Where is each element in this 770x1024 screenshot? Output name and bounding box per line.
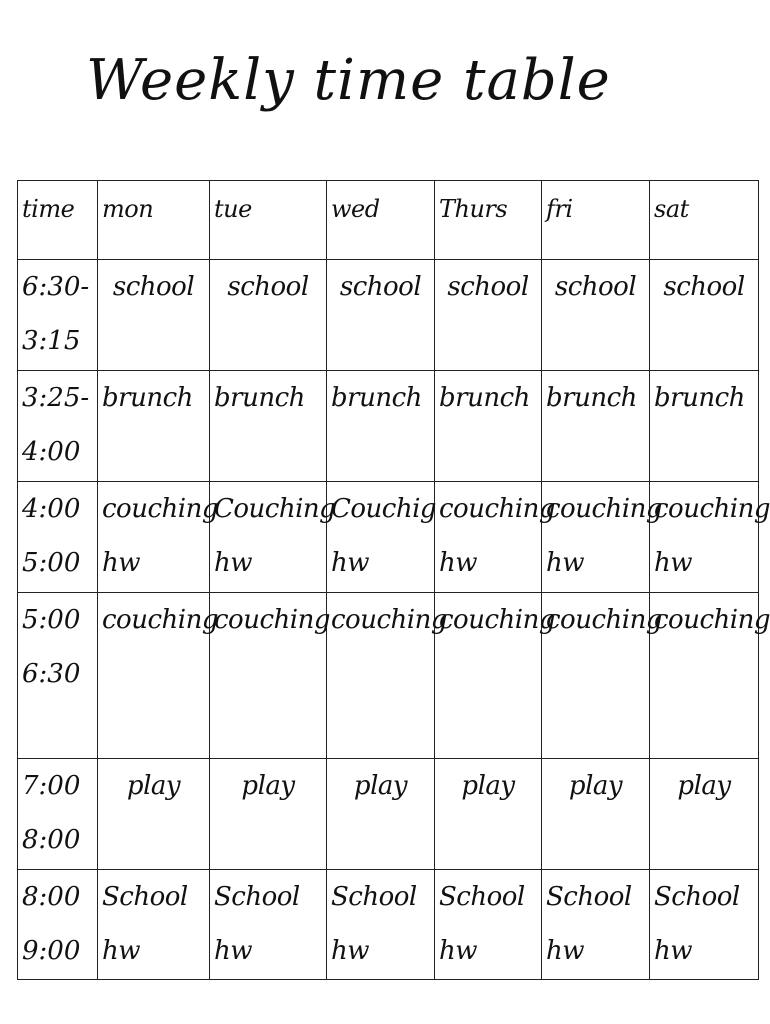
schedule-cell-wed: School hw bbox=[327, 870, 435, 980]
schedule-cell-mon: school bbox=[98, 260, 210, 371]
schedule-cell-wed: Couchig hw bbox=[327, 482, 435, 593]
schedule-cell-thurs: School hw bbox=[435, 870, 542, 980]
table-row bbox=[18, 260, 759, 371]
schedule-cell-fri: school bbox=[542, 260, 650, 371]
schedule-cell-thurs: play bbox=[435, 759, 542, 870]
table-row bbox=[18, 870, 759, 980]
schedule-cell-sat: School hw bbox=[650, 870, 759, 980]
schedule-cell-mon: couching bbox=[98, 593, 210, 759]
header-cell-mon: mon bbox=[98, 181, 210, 260]
header-row bbox=[18, 181, 759, 260]
schedule-cell-fri: play bbox=[542, 759, 650, 870]
table-row bbox=[18, 759, 759, 870]
header-cell-sat: sat bbox=[650, 181, 759, 260]
schedule-cell-thurs: couching bbox=[435, 593, 542, 759]
schedule-cell-mon: School hw bbox=[98, 870, 210, 980]
schedule-cell-sat: couching hw bbox=[650, 482, 759, 593]
page-title: Weekly time table bbox=[86, 48, 611, 113]
timetable bbox=[17, 180, 770, 980]
schedule-cell-fri: brunch bbox=[542, 371, 650, 482]
schedule-cell-sat: play bbox=[650, 759, 759, 870]
schedule-cell-sat: brunch bbox=[650, 371, 759, 482]
time-cell: 5:00 6:30 bbox=[18, 593, 98, 759]
header-cell-thurs: Thurs bbox=[435, 181, 542, 260]
header-cell-time: time bbox=[18, 181, 98, 260]
schedule-cell-tue: couching bbox=[210, 593, 327, 759]
schedule-cell-fri: couching bbox=[542, 593, 650, 759]
table-row bbox=[18, 482, 759, 593]
schedule-cell-thurs: brunch bbox=[435, 371, 542, 482]
time-cell: 6:30- 3:15 bbox=[18, 260, 98, 371]
header-cell-fri: fri bbox=[542, 181, 650, 260]
schedule-cell-fri: School hw bbox=[542, 870, 650, 980]
header-cell-wed: wed bbox=[327, 181, 435, 260]
schedule-cell-tue: Couching hw bbox=[210, 482, 327, 593]
schedule-cell-wed: brunch bbox=[327, 371, 435, 482]
schedule-cell-sat: school bbox=[650, 260, 759, 371]
time-cell: 7:00 8:00 bbox=[18, 759, 98, 870]
schedule-cell-fri: couching hw bbox=[542, 482, 650, 593]
header-cell-tue: tue bbox=[210, 181, 327, 260]
schedule-cell-wed: couching bbox=[327, 593, 435, 759]
time-cell: 8:00 9:00 bbox=[18, 870, 98, 980]
time-cell: 3:25- 4:00 bbox=[18, 371, 98, 482]
schedule-cell-tue: School hw bbox=[210, 870, 327, 980]
schedule-cell-tue: play bbox=[210, 759, 327, 870]
schedule-cell-sat: couching bbox=[650, 593, 759, 759]
schedule-cell-thurs: school bbox=[435, 260, 542, 371]
schedule-cell-thurs: couching hw bbox=[435, 482, 542, 593]
time-cell: 4:00 5:00 bbox=[18, 482, 98, 593]
schedule-cell-tue: brunch bbox=[210, 371, 327, 482]
schedule-cell-mon: brunch bbox=[98, 371, 210, 482]
schedule-cell-wed: play bbox=[327, 759, 435, 870]
schedule-cell-wed: school bbox=[327, 260, 435, 371]
table-row bbox=[18, 371, 759, 482]
table-row bbox=[18, 593, 759, 759]
schedule-cell-mon: play bbox=[98, 759, 210, 870]
schedule-cell-tue: school bbox=[210, 260, 327, 371]
schedule-cell-mon: couching hw bbox=[98, 482, 210, 593]
